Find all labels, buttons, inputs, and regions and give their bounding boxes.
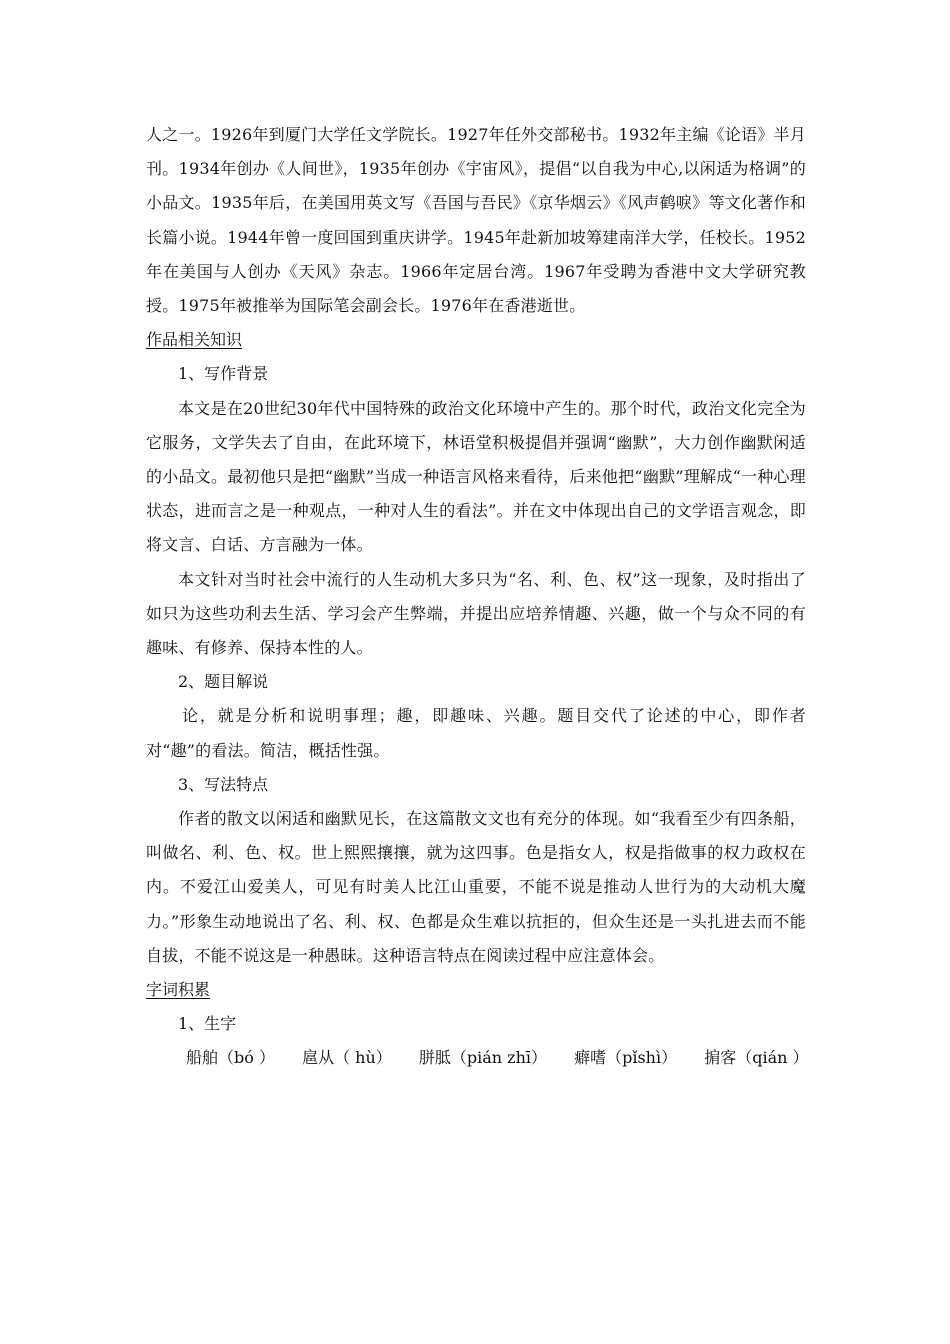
background-paragraph-1: 本文是在20世纪30年代中国特殊的政治文化环境中产生的。那个时代，政治文化完全为它服务，文学失去了自由，在此环境下，林语堂积极提倡并强调“幽默”，大力创作幽默闲适的小品文。最初他只是把“幽默”当成一种语言风格来看待，后来他把“幽默”理解成“一种心理状态，进而言之是一种观点，一种对人生的看法”。并在文中体现出自己的文学语言观念，即将文言、白话、方言融为一体。 bbox=[146, 398, 806, 555]
subheading-title-explanation: 2、题目解说 bbox=[178, 672, 269, 692]
char-item-qianke: 掮客（qián ） bbox=[704, 1048, 809, 1068]
subheading-new-characters: 1、生字 bbox=[178, 1014, 237, 1034]
section-heading-vocabulary: 字词积累 bbox=[146, 980, 211, 1000]
char-item-hucong: 扈从（ hù） bbox=[302, 1048, 392, 1068]
char-item-pishi: 癖嗜（pǐshì） bbox=[574, 1048, 678, 1068]
subheading-writing-features: 3、写法特点 bbox=[178, 774, 269, 794]
background-paragraph-2: 本文针对当时社会中流行的人生动机大多只为“名、利、色、权”这一现象，及时指出了如只为这些功利去生活、学习会产生弊端，并提出应培养情趣、兴趣，做一个与众不同的有趣味、有修养、保持本性的人。 bbox=[146, 569, 806, 658]
document-page bbox=[146, 118, 809, 1076]
writing-features-paragraph: 作者的散文以闲适和幽默见长，在这篇散文文也有充分的体现。如“我看至少有四条船，叫做名、利、色、权。世上熙熙攘攘，就为这四事。色是指女人，权是指做事的权力政权在内。不爱江山爱美人，可见有时美人比江山重要，不能不说是推动人世行为的大动机大魔力。”形象生动地说出了名、利、权、色都是众生难以抗拒的，但众生还是一头扎进去而不能自拔，不能不说这是一种愚昧。这种语言特点在阅读过程中应注意体会。 bbox=[146, 809, 806, 965]
subheading-writing-background: 1、写作背景 bbox=[178, 364, 269, 384]
new-characters-list bbox=[146, 1041, 809, 1075]
char-item-chuanbo: 船舶（bó ） bbox=[186, 1048, 275, 1068]
author-bio-paragraph: 人之一。1926年到厦门大学任文学院长。1927年任外交部秘书。1932年主编《论语》半月刊。1934年创办《人间世》，1935年创办《宇宙风》，提倡“以自我为中心,以闲适为格调”的小品文。1935年后，在美国用英文写《吾国与吾民》《京华烟云》《风声鹤唳》等文化著作和长篇小说。1944年曾一度回国到重庆讲学。1945年赴新加坡筹建南洋大学，任校长。1952年在美国与人创办《天风》杂志。1966年定居台湾。1967年受聘为香港中文大学研究教授。1975年被推举为国际笔会副会长。1976年在香港逝世。 bbox=[146, 125, 806, 316]
title-explanation-paragraph: 论，就是分析和说明事理；趣，即趣味、兴趣。题目交代了论述的中心，即作者对“趣”的看法。简洁，概括性强。 bbox=[146, 706, 806, 760]
char-item-pianzhi: 胼胝（pián zhī） bbox=[418, 1048, 548, 1068]
section-heading-work-knowledge: 作品相关知识 bbox=[146, 330, 243, 350]
